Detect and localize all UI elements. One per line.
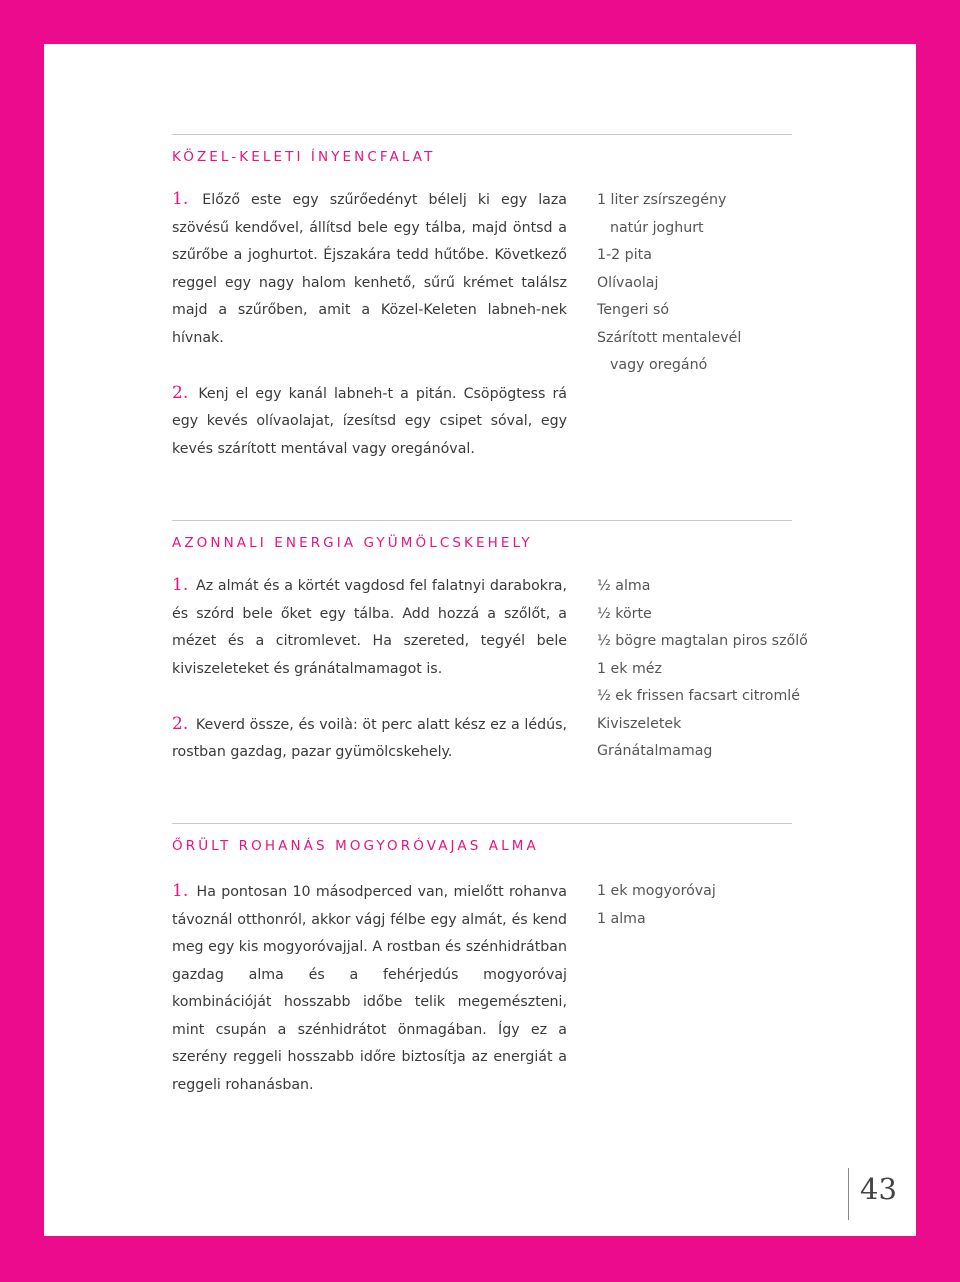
- recipe-steps: [172, 186, 567, 463]
- ingredient: 1-2 pita: [597, 247, 652, 263]
- step: [172, 380, 567, 464]
- ingredient: Gránátalmamag: [597, 743, 713, 759]
- recipe-title: KÖZEL-KELETI ÍNYENCFALAT: [172, 149, 436, 165]
- ingredient: Olívaolaj: [597, 274, 659, 291]
- recipe-title: ŐRÜLT ROHANÁS MOGYORÓVAJAS ALMA: [172, 838, 539, 854]
- ingredient: 1 alma: [597, 910, 646, 927]
- step: [172, 711, 567, 767]
- recipe-orult-rohanas: [172, 823, 792, 1123]
- ingredient: Tengeri só: [597, 302, 670, 318]
- step: [172, 572, 567, 683]
- step-number: 1.: [172, 189, 189, 209]
- ingredient: natúr joghurt: [610, 219, 704, 236]
- page-number-divider: [848, 1168, 849, 1220]
- ingredient: 1 ek méz: [597, 660, 662, 677]
- step-text: Előző este egy szűrőedényt bélelj ki egy laza szövésű kendővel, állítsd bele egy tálba, majd öntsd a szűrőbe a joghurtot. Éjszakára tedd hűtőbe. Következő reggel egy nagy halom kenhető, sűrű krémet találsz majd a szűrőben, amit a Közel-Keleten labneh-nek hívnak.: [172, 192, 568, 346]
- ingredient: ½ körte: [597, 605, 652, 622]
- recipe-azonnali-energia: [172, 520, 808, 780]
- step: [172, 186, 567, 352]
- page: [44, 44, 916, 1236]
- ingredient-list: [597, 187, 812, 380]
- step-number: 1.: [172, 575, 189, 595]
- section-divider: [172, 520, 792, 521]
- step-number: 2.: [172, 382, 189, 403]
- ingredient: 1 ek mogyoróvaj: [597, 883, 716, 899]
- ingredient: Szárított mentalevél: [597, 329, 742, 346]
- recipe-steps: [172, 572, 567, 767]
- ingredient-list: [597, 878, 812, 933]
- ingredient: ½ alma: [597, 578, 651, 594]
- section-divider: [172, 823, 792, 824]
- ingredient: 1 liter zsírszegény: [597, 192, 727, 208]
- recipe-title: AZONNALI ENERGIA GYÜMÖLCSKEHELY: [172, 535, 533, 551]
- ingredient-list: [597, 573, 812, 766]
- ingredient: vagy oregánó: [610, 357, 708, 373]
- ingredient: Kiviszeletek: [597, 715, 682, 732]
- recipe-steps: [172, 878, 567, 1099]
- ingredient: ½ bögre magtalan piros szőlő: [597, 633, 808, 649]
- step-number: 2.: [172, 713, 189, 734]
- recipe-kozel-keleti: [172, 134, 792, 514]
- step: [172, 878, 567, 1099]
- step-text: Keverd össze, és voilà: öt perc alatt kész ez a lédús, rostban gazdag, pazar gyümölcskehely.: [172, 716, 567, 760]
- ingredient: ½ ek frissen facsart citromlé: [597, 688, 800, 704]
- step-text: Ha pontosan 10 másodperced van, mielőtt rohanva távoznál otthonról, akkor vágj félbe egy almát, és kend meg egy kis mogyoróvajjal. A rostban és szénhidrátban gazdag alma és a fehérjedús mogyoróvaj kombinációját hosszabb időbe telik megemészteni, mint csupán a szénhidrátot önmagában. Így ez a szerény reggeli hosszabb időre biztosítja az energiát a reggeli rohanásban.: [172, 884, 567, 1093]
- page-number: 43: [860, 1172, 897, 1206]
- step-text: Az almát és a körtét vagdosd fel falatnyi darabokra, és szórd bele őket egy tálba. Add hozzá a szőlőt, a mézet és a citromlevet. Ha szereted, tegyél bele kiviszeleteket és gránátalmamagot is.: [172, 578, 568, 677]
- step-number: 1.: [172, 881, 189, 901]
- section-divider: [172, 134, 792, 135]
- step-text: Kenj el egy kanál labneh-t a pitán. Csöpögtess rá egy kevés olívaolajat, ízesítsd egy csipet sóval, egy kevés szárított mentával vagy oregánóval.: [172, 385, 567, 457]
